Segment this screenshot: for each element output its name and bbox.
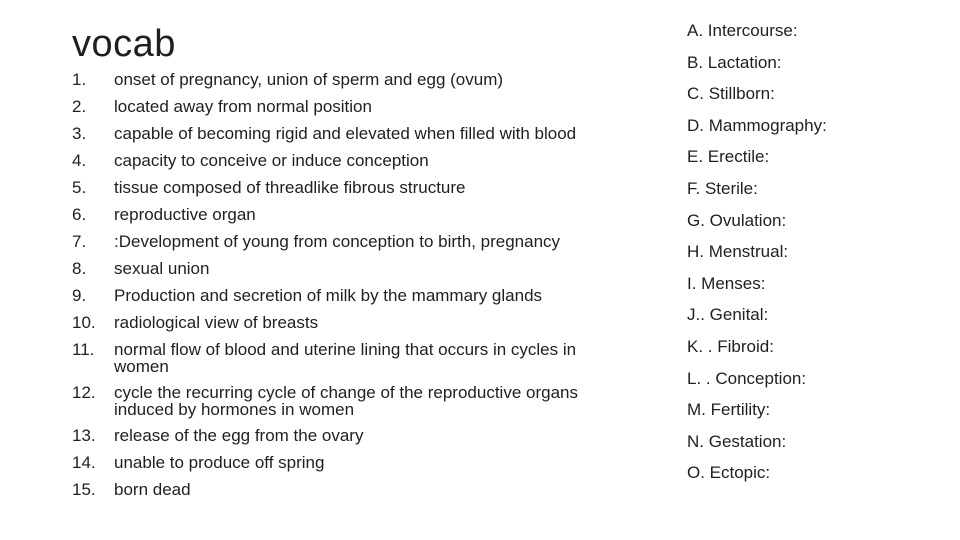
definition-number: 6.	[72, 205, 87, 224]
definition-text: capacity to conceive or induce conception	[114, 151, 429, 170]
term-list	[687, 20, 947, 494]
definition-number: 7.	[72, 232, 87, 251]
term-item: K. . Fibroid:	[687, 336, 774, 356]
definition-number: 1.	[72, 70, 87, 89]
definition-item	[72, 179, 632, 206]
definition-number: 10.	[72, 313, 96, 332]
term-item: H. Menstrual:	[687, 242, 789, 262]
definition-item	[72, 152, 632, 179]
definition-text: located away from normal position	[114, 97, 372, 116]
definition-item	[72, 427, 632, 454]
definition-text: Production and secretion of milk by the mammary glands	[114, 286, 543, 305]
definition-list	[72, 71, 632, 508]
term-item: L. . Conception:	[687, 368, 807, 388]
term-item: G. Ovulation:	[687, 210, 787, 230]
term-item: N. Gestation:	[687, 431, 787, 451]
term-item: C. Stillborn:	[687, 84, 775, 104]
definition-text: unable to produce off spring	[114, 453, 325, 472]
term-item: M. Fertility:	[687, 400, 771, 420]
definition-item	[72, 233, 632, 260]
definition-text: cycle the recurring cycle of change of the reproductive organs induced by hormones in women	[114, 383, 578, 419]
definition-item	[72, 481, 632, 508]
definition-number: 13.	[72, 426, 96, 445]
definition-text: radiological view of breasts	[114, 313, 319, 332]
definition-item	[72, 454, 632, 481]
definition-text: reproductive organ	[114, 205, 256, 224]
definition-number: 9.	[72, 286, 87, 305]
definition-item	[72, 341, 632, 384]
term-item: B. Lactation:	[687, 52, 782, 72]
definition-text: sexual union	[114, 259, 210, 278]
definition-item	[72, 98, 632, 125]
page-title: vocab	[72, 23, 176, 65]
definition-number: 2.	[72, 97, 87, 116]
definition-number: 14.	[72, 453, 96, 472]
definition-item	[72, 125, 632, 152]
definition-number: 5.	[72, 178, 87, 197]
term-item: F. Sterile:	[687, 178, 758, 198]
definition-text: normal flow of blood and uterine lining that occurs in cycles in women	[114, 340, 577, 376]
definition-item	[72, 260, 632, 287]
definition-text: onset of pregnancy, union of sperm and egg (ovum)	[114, 70, 504, 89]
definition-text: release of the egg from the ovary	[114, 426, 364, 445]
definition-item	[72, 287, 632, 314]
definition-number: 15.	[72, 480, 96, 499]
definition-text: born dead	[114, 480, 191, 499]
definition-item	[72, 384, 632, 427]
definition-item	[72, 314, 632, 341]
term-item: A. Intercourse:	[687, 21, 798, 40]
definition-number: 12.	[72, 383, 96, 402]
term-item: J.. Genital:	[687, 305, 769, 325]
term-item: I. Menses:	[687, 273, 766, 293]
term-item: O. Ectopic:	[687, 463, 771, 483]
definition-number: 8.	[72, 259, 87, 278]
definition-number: 11.	[72, 340, 95, 359]
definition-number: 3.	[72, 124, 87, 143]
term-item: D. Mammography:	[687, 115, 827, 135]
definition-text: tissue composed of threadlike fibrous structure	[114, 178, 466, 197]
term-item: E. Erectile:	[687, 147, 770, 167]
definition-text: :Development of young from conception to birth, pregnancy	[114, 232, 561, 251]
definition-item	[72, 206, 632, 233]
definition-text: capable of becoming rigid and elevated when filled with blood	[114, 124, 577, 143]
definition-number: 4.	[72, 151, 87, 170]
definition-item	[72, 71, 632, 98]
